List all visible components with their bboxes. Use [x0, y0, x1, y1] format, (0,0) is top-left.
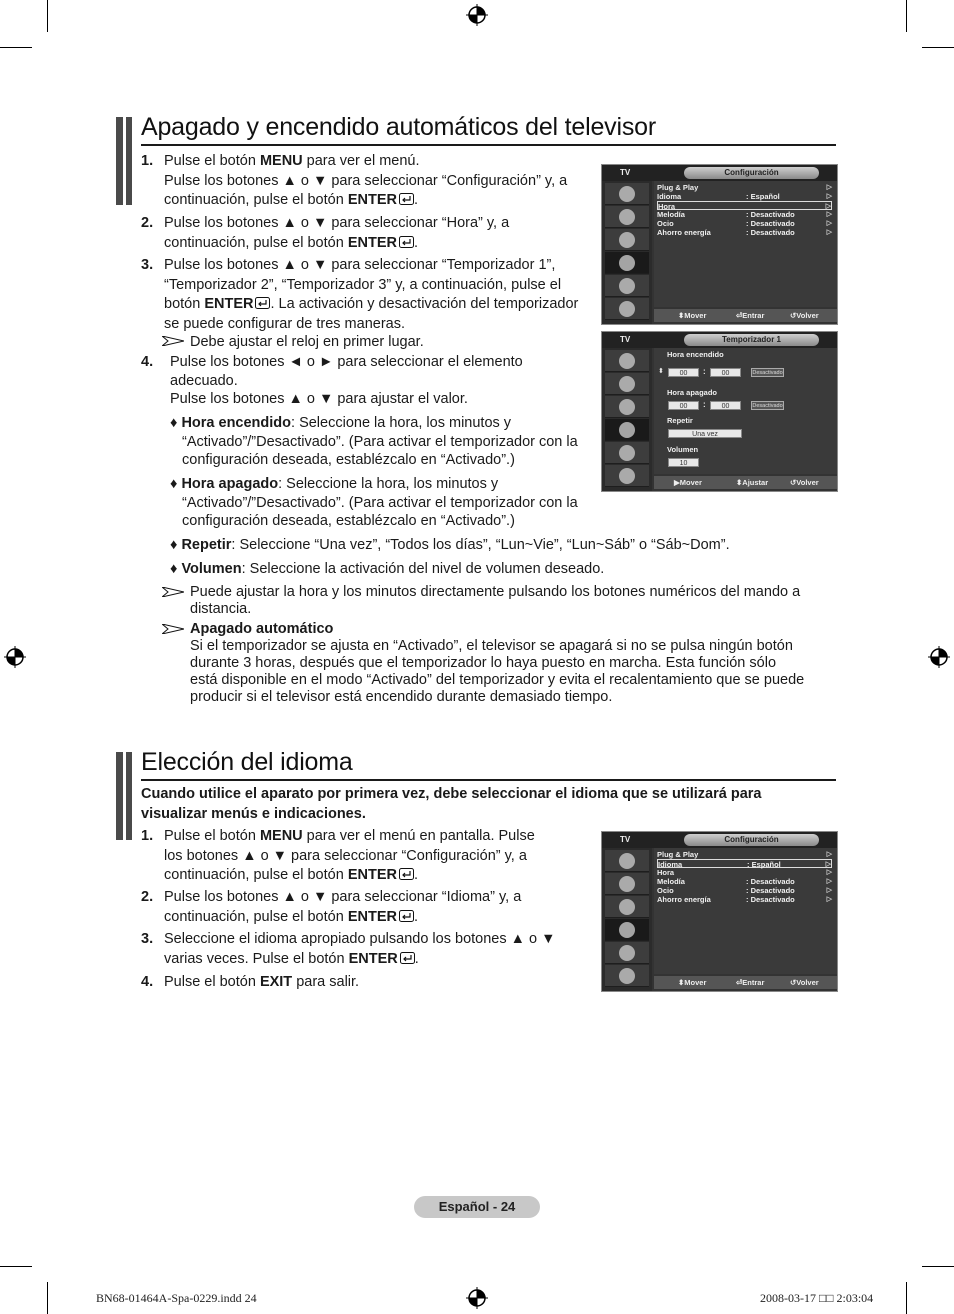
osd-menu-item-selected[interactable]: Hora ▷ [658, 202, 831, 211]
note-arrow-icon [162, 587, 184, 597]
channel-icon[interactable] [605, 396, 649, 418]
crop-mark [922, 47, 954, 48]
osd-menu-item[interactable]: Ocio : Desactivado ▷ [657, 219, 832, 228]
picture-icon[interactable] [605, 350, 649, 372]
picture-icon[interactable] [605, 183, 649, 205]
on-hour-field[interactable]: 00 [668, 368, 699, 377]
picture-icon[interactable] [605, 850, 649, 872]
osd-tab: Temporizador 1 [684, 334, 819, 346]
input-icon[interactable] [605, 275, 649, 297]
crop-mark [906, 0, 907, 32]
osd-menu-item[interactable]: Idioma : Español ▷ [657, 192, 832, 201]
registration-mark-icon [466, 4, 488, 26]
input-icon[interactable] [605, 942, 649, 964]
osd-header [602, 832, 837, 848]
timer-off-label: Hora apagado [667, 388, 718, 397]
section-bar [116, 117, 132, 205]
osd-tv-label: TV [620, 168, 631, 177]
section-bar [116, 752, 132, 840]
osd-timer-menu [601, 331, 838, 492]
osd-menu-item[interactable]: Ahorro energía : Desactivado ▷ [657, 228, 832, 237]
note-text: Debe ajustar el reloj en primer lugar. [190, 334, 424, 350]
step-text: Pulse el botón MENU para ver el menú. Pulse los botones ▲ o ▼ para seleccionar “Configuración” y, a continuación, pulse el botón ENTER . [164, 153, 568, 208]
section-rule [141, 779, 836, 781]
updown-arrows-icon: ⬍ [658, 368, 664, 375]
osd-footer: ⬍ Mover ⏎ Entrar ↺ Volver [654, 309, 837, 322]
step-number: 3. [141, 257, 154, 273]
file-slug: BN68-01464A-Spa-0229.indd 24 [96, 1291, 257, 1305]
step-number: 4. [141, 354, 154, 370]
osd-tv-label: TV [620, 835, 631, 844]
osd-menu-item-selected[interactable]: Idioma : Español ▷ [658, 860, 831, 869]
on-minute-field[interactable]: 00 [710, 368, 741, 377]
enter-icon [399, 910, 414, 922]
section-title: Elección del idioma [141, 748, 353, 776]
crop-mark [0, 47, 32, 48]
osd-config-menu [601, 164, 838, 325]
enter-icon [399, 193, 414, 205]
section-rule [141, 144, 836, 146]
osd-header [602, 165, 837, 181]
step-text: Pulse los botones ▲ o ▼ para seleccionar “Temporizador 1”, “Temporizador 2”, “Temporizador 3” y, a continuación, pulse el botón ENTER . La activación y desactivación del temporizador se puede configurar de tres maneras. [164, 257, 579, 332]
setup-gear-icon[interactable] [605, 252, 649, 274]
osd-menu-item[interactable]: Hora ▷ [657, 868, 832, 877]
setup-gear-icon[interactable] [605, 919, 649, 941]
sound-icon[interactable] [605, 873, 649, 895]
crop-mark [47, 0, 48, 32]
step-text: Pulse el botón MENU para ver el menú en pantalla. Pulse los botones ▲ o ▼ para seleccionar “Configuración” y, a continuación, pulse el botón ENTER . [164, 828, 535, 883]
sound-icon[interactable] [605, 373, 649, 395]
off-minute-field[interactable]: 00 [710, 401, 741, 410]
osd-menu-item[interactable]: Plug & Play ▷ [657, 183, 832, 192]
bullet-item: ♦ Hora apagado: Seleccione la hora, los minutos y “Activado”/”Desactivado”. (Para activar el temporizador con la configuración deseada, establézcalo en “Activado”.) [170, 476, 578, 529]
osd-main [654, 848, 837, 974]
note-arrow-icon [162, 624, 184, 634]
note-text: Puede ajustar la hora y los minutos directamente pulsando los botones numéricos del mando a distancia. [190, 584, 801, 617]
step-number: 1. [141, 828, 154, 844]
setup-gear-icon[interactable] [605, 419, 649, 441]
osd-header [602, 332, 837, 348]
on-state-field[interactable]: Desactivado [752, 370, 783, 376]
repeat-label: Repetir [667, 416, 693, 425]
note-arrow-icon [162, 336, 184, 346]
osd-tab: Configuración [684, 834, 819, 846]
section-intro: Cuando utilice el aparato por primera vez, debe seleccionar el idioma que se utilizará para visualizar menús e indicaciones. [141, 786, 762, 822]
repeat-field[interactable]: Una vez [668, 429, 742, 438]
application-icon[interactable] [605, 965, 649, 987]
step-number: 2. [141, 889, 154, 905]
osd-sidebar [602, 848, 652, 991]
osd-footer: ▶ Mover ⬍ Ajustar ↺ Volver [654, 476, 837, 489]
enter-icon [400, 952, 415, 964]
osd-menu-item[interactable]: Plug & Play ▷ [657, 850, 832, 859]
osd-tv-label: TV [620, 335, 631, 344]
page-number-label: Español - 24 [414, 1196, 540, 1218]
bullet-item: ♦ Repetir: Seleccione “Una vez”, “Todos los días”, “Lun~Vie”, “Lun~Sáb” o “Sáb~Dom”. [170, 537, 730, 553]
date-slug: 2008-03-17 □□ 2:03:04 [760, 1291, 874, 1305]
step-text: Pulse los botones ◄ o ► para seleccionar el elemento adecuado. Pulse los botones ▲ o ▼ para ajustar el valor. [170, 354, 523, 407]
crop-mark [47, 1282, 48, 1314]
registration-mark-icon [466, 1287, 488, 1309]
step-text: Seleccione el idioma apropiado pulsando los botones ▲ o ▼ varias veces. Pulse el botón ENTER . [164, 931, 556, 967]
step-text: Pulse los botones ▲ o ▼ para seleccionar “Hora” y, a continuación, pulse el botón ENTER . [164, 215, 510, 251]
timer-on-label: Hora encendido [667, 350, 724, 359]
sound-icon[interactable] [605, 206, 649, 228]
application-icon[interactable] [605, 465, 649, 487]
volume-label: Volumen [667, 445, 699, 454]
osd-main [654, 348, 837, 474]
bullet-item: ♦ Volumen: Seleccione la activación del nivel de volumen deseado. [170, 561, 605, 577]
input-icon[interactable] [605, 442, 649, 464]
time-separator: : [703, 400, 706, 409]
volume-field[interactable]: 10 [668, 458, 699, 467]
crop-mark [906, 1282, 907, 1314]
enter-icon [399, 868, 414, 880]
osd-sidebar [602, 348, 652, 491]
osd-menu-item[interactable]: Melodía : Desactivado ▷ [657, 877, 832, 886]
off-hour-field[interactable]: 00 [668, 401, 699, 410]
osd-language-menu [601, 831, 838, 992]
crop-mark [0, 1266, 32, 1267]
osd-sidebar [602, 181, 652, 324]
application-icon[interactable] [605, 298, 649, 320]
section-title: Apagado y encendido automáticos del televisor [141, 113, 656, 141]
osd-menu-item[interactable]: Ocio : Desactivado ▷ [657, 886, 832, 895]
osd-menu-item[interactable]: Ahorro energía : Desactivado ▷ [657, 895, 832, 904]
step-number: 2. [141, 215, 154, 231]
step-number: 4. [141, 974, 154, 990]
step-text: Pulse el botón EXIT para salir. [164, 974, 360, 990]
off-state-field[interactable]: Desactivado [752, 403, 783, 409]
crop-mark [922, 1266, 954, 1267]
osd-tab: Configuración [684, 167, 819, 179]
registration-mark-icon [4, 646, 26, 668]
osd-main [654, 181, 837, 307]
time-separator: : [703, 367, 706, 376]
step-text: Pulse los botones ▲ o ▼ para seleccionar “Idioma” y, a continuación, pulse el botón ENTER . [164, 889, 522, 925]
step-number: 3. [141, 931, 154, 947]
osd-footer: ⬍ Mover ⏎ Entrar ↺ Volver [654, 976, 837, 989]
registration-mark-icon [928, 646, 950, 668]
channel-icon[interactable] [605, 229, 649, 251]
note-text: Apagado automático Si el temporizador se ajusta en “Activado”, el televisor se apagará si no se pulsa ningún botón durante 3 horas, después que el temporizador lo haya puesto en marcha. Esta función sólo está disponible en el modo “Activado” del temporizador y evita el recalentamiento que se puede producir si el televisor está encendido durante demasiado tiempo. [190, 621, 805, 705]
step-number: 1. [141, 153, 154, 169]
bullet-item: ♦ Hora encendido: Seleccione la hora, los minutos y “Activado”/”Desactivado”. (Para activar el temporizador con la configuración deseada, establézcalo en “Activado”.) [170, 415, 578, 468]
enter-icon [399, 236, 414, 248]
channel-icon[interactable] [605, 896, 649, 918]
osd-menu-item[interactable]: Melodía : Desactivado ▷ [657, 210, 832, 219]
enter-icon [255, 297, 270, 309]
